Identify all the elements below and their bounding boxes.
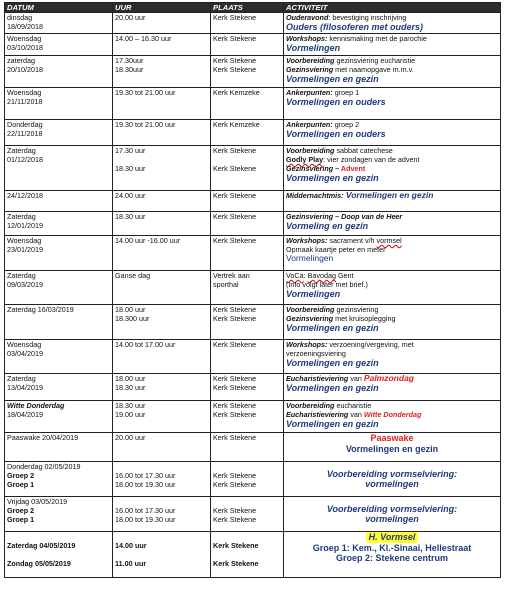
place-cell: Kerk Stekene Kerk Stekene <box>211 374 284 401</box>
date-cell: Vrijdag 03/05/2019 Groep 2 Groep 1 <box>5 497 113 532</box>
date-cell: Zaterdag 09/03/2019 <box>5 271 113 305</box>
activity-cell: Workshops: kennismaking met de parochie Vormelingen <box>284 34 501 56</box>
time-cell: 18.30 uur <box>113 212 211 236</box>
activity-cell: Workshops: sacrament v/h vormsel Opmaak kaartje peter en meter Vormelingen <box>284 236 501 271</box>
activity-cell: Paaswake Vormelingen en gezin <box>284 433 501 462</box>
place-cell: Kerk Stekene <box>211 212 284 236</box>
table-row <box>5 120 501 146</box>
time-cell: 17.30uur 18.30uur <box>113 56 211 88</box>
place-cell: Kerk Stekene Kerk Stekene <box>211 532 284 578</box>
activity-cell: Eucharistieviering van Palmzondag Vormelingen en gezin <box>284 374 501 401</box>
time-cell: 14.00 uur 11.00 uur <box>113 532 211 578</box>
col-header-plaats: PLAATS <box>211 3 284 13</box>
place-cell: Kerk Stekene Kerk Stekene <box>211 401 284 433</box>
schedule-table <box>4 2 501 578</box>
date-cell: Donderdag 02/05/2019 Groep 2 Groep 1 <box>5 462 113 497</box>
place-cell: Kerk Stekene Kerk Stekene <box>211 56 284 88</box>
time-cell: 14.00 – 16.30 uur <box>113 34 211 56</box>
place-cell: Kerk Stekene <box>211 34 284 56</box>
date-cell: Zaterdag 12/01/2019 <box>5 212 113 236</box>
date-cell: Woensdag 03/04/2019 <box>5 340 113 374</box>
date-cell: 24/12/2018 <box>5 191 113 212</box>
place-cell: Kerk Stekene Kerk Stekene <box>211 146 284 191</box>
activity-cell: Ankerpunten: groep 2 Vormelingen en ouders <box>284 120 501 146</box>
activity-cell: Ankerpunten: groep 1 Vormelingen en ouders <box>284 88 501 120</box>
col-header-activiteit: ACTIVITEIT <box>284 3 501 13</box>
time-cell: 24.00 uur <box>113 191 211 212</box>
place-cell: Kerk Stekene <box>211 236 284 271</box>
time-cell: 16.00 tot 17.30 uur 18.00 tot 19.30 uur <box>113 462 211 497</box>
place-cell: Kerk Kemzeke <box>211 120 284 146</box>
time-cell: 17.30 uur 18.30 uur <box>113 146 211 191</box>
place-cell: Kerk Stekene Kerk Stekene <box>211 497 284 532</box>
table-row <box>5 56 501 88</box>
table-row <box>5 340 501 374</box>
activity-cell: VoCa: Bavodag Gent (Info volgt later met brief.) Vormelingen <box>284 271 501 305</box>
time-cell: 18.30 uur 19.00 uur <box>113 401 211 433</box>
date-cell: Zaterdag 16/03/2019 <box>5 305 113 340</box>
place-cell: Kerk Kemzeke <box>211 88 284 120</box>
activity-cell: Voorbereiding vormselviering: vormelingen <box>284 497 501 532</box>
time-cell: 18.00 uur 18.300 uur <box>113 305 211 340</box>
col-header-uur: UUR <box>113 3 211 13</box>
time-cell: 20.00 uur <box>113 433 211 462</box>
activity-cell: Voorbereiding vormselviering: vormelingen <box>284 462 501 497</box>
table-row <box>5 13 501 34</box>
activity-cell: Gezinsviering – Doop van de Heer Vormeling en gezin <box>284 212 501 236</box>
place-cell: Kerk Stekene <box>211 433 284 462</box>
place-cell: Vertrek aan sporthal <box>211 271 284 305</box>
date-cell: Woensdag 21/11/2018 <box>5 88 113 120</box>
date-cell: Zaterdag 04/05/2019 Zondag 05/05/2019 <box>5 532 113 578</box>
date-cell: Zaterdag 13/04/2019 <box>5 374 113 401</box>
place-cell: Kerk Stekene Kerk Stekene <box>211 462 284 497</box>
place-cell: Kerk Stekene Kerk Stekene <box>211 305 284 340</box>
date-cell: Witte Donderdag 18/04/2019 <box>5 401 113 433</box>
table-row <box>5 88 501 120</box>
date-cell: Woensdag 23/01/2019 <box>5 236 113 271</box>
time-cell: 14.00 tot 17.00 uur <box>113 340 211 374</box>
table-row <box>5 497 501 532</box>
activity-cell: Ouderavond: bevestiging inschrijving Ouders (filosoferen met ouders) <box>284 13 501 34</box>
activity-cell: Middernachtmis: Vormelingen en gezin <box>284 191 501 212</box>
table-row <box>5 305 501 340</box>
time-cell: 20.00 uur <box>113 13 211 34</box>
table-row <box>5 462 501 497</box>
table-row <box>5 271 501 305</box>
time-cell: 16.00 tot 17.30 uur 18.00 tot 19.30 uur <box>113 497 211 532</box>
date-cell: Woensdag 03/10/2018 <box>5 34 113 56</box>
table-row <box>5 146 501 191</box>
date-cell: zaterdag 20/10/2018 <box>5 56 113 88</box>
table-row <box>5 401 501 433</box>
header-row <box>5 3 501 13</box>
date-cell: Donderdag 22/11/2018 <box>5 120 113 146</box>
time-cell: Ganse dag <box>113 271 211 305</box>
table-row <box>5 191 501 212</box>
table-row <box>5 212 501 236</box>
activity-cell: Voorbereiding gezinsviering Gezinsviering met kruisoplegging Vormelingen en gezin <box>284 305 501 340</box>
table-row <box>5 374 501 401</box>
date-cell: Zaterdag 01/12/2018 <box>5 146 113 191</box>
date-cell: Paaswake 20/04/2019 <box>5 433 113 462</box>
col-header-datum: DATUM <box>5 3 113 13</box>
place-cell: Kerk Stekene <box>211 191 284 212</box>
table-row <box>5 34 501 56</box>
place-cell: Kerk Stekene <box>211 13 284 34</box>
date-cell: dinsdag 18/09/2018 <box>5 13 113 34</box>
activity-cell: Voorbereiding sabbat catechese Godly Play: vier zondagen van de advent Gezinsviering – Advent Vormelingen en gezin <box>284 146 501 191</box>
time-cell: 19.30 tot 21.00 uur <box>113 88 211 120</box>
place-cell: Kerk Stekene <box>211 340 284 374</box>
activity-cell: Voorbereiding gezinsviering eucharistie Gezinsviering met naamopgave m.m.v. Vormelingen en gezin <box>284 56 501 88</box>
time-cell: 18.00 uur 18.30 uur <box>113 374 211 401</box>
table-row <box>5 433 501 462</box>
time-cell: 19.30 tot 21.00 uur <box>113 120 211 146</box>
activity-cell: Voorbereiding eucharistie Eucharistieviering van Witte Donderdag Vormelingen en gezin <box>284 401 501 433</box>
table-row <box>5 532 501 578</box>
schedule-sheet <box>4 2 500 578</box>
time-cell: 14.00 uur -16.00 uur <box>113 236 211 271</box>
table-row <box>5 236 501 271</box>
activity-cell: Workshops: verzoening/vergeving, met verzoeningsviering Vormelingen en gezin <box>284 340 501 374</box>
activity-cell: H. Vormsel Groep 1: Kem., Kl.-Sinaai, Hellestraat Groep 2: Stekene centrum <box>284 532 501 578</box>
